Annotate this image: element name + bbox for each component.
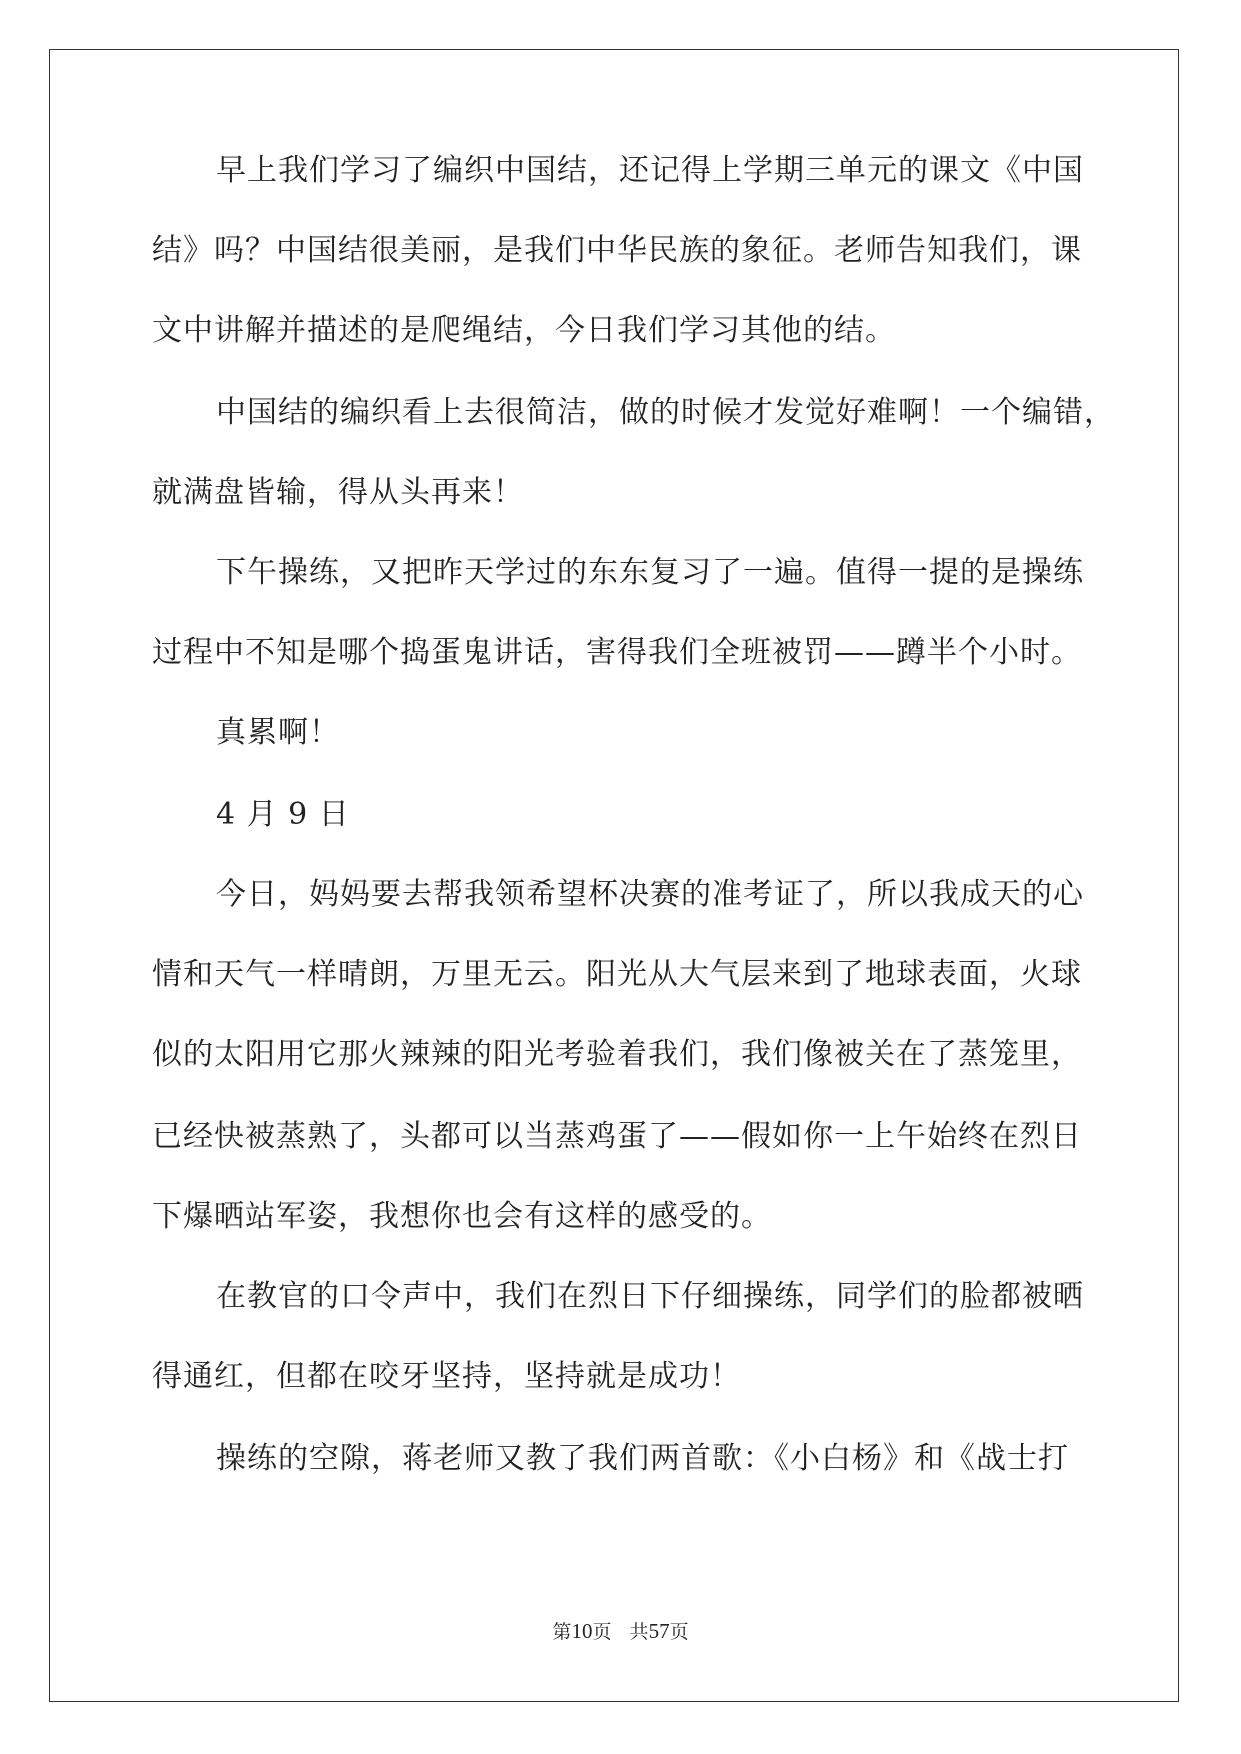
text-line: 真累啊！ bbox=[216, 715, 340, 750]
footer-suffix: 页 bbox=[669, 1621, 689, 1643]
total-page-count: 57 bbox=[648, 1619, 670, 1643]
text-line: 过程中不知是哪个捣蛋鬼讲话，害得我们全班被罚——蹲半个小时。 bbox=[152, 635, 1082, 670]
text-line: 中国结的编织看上去很简洁，做的时候才发觉好难啊！一个编错， bbox=[216, 395, 1115, 430]
text-line: 下午操练，又把昨天学过的东东复习了一遍。值得一提的是操练 bbox=[216, 555, 1084, 590]
footer-prefix: 第 bbox=[552, 1621, 572, 1643]
text-line: 情和天气一样晴朗，万里无云。阳光从大气层来到了地球表面，火球 bbox=[152, 957, 1082, 992]
text-line: 就满盘皆输，得从头再来！ bbox=[152, 475, 524, 510]
text-line: 下爆晒站军姿，我想你也会有这样的感受的。 bbox=[152, 1199, 772, 1234]
text-line: 早上我们学习了编织中国结，还记得上学期三单元的课文《中国 bbox=[216, 153, 1084, 188]
text-line: 今日，妈妈要去帮我领希望杯决赛的准考证了，所以我成天的心 bbox=[216, 877, 1084, 912]
text-line: 结》吗？中国结很美丽，是我们中华民族的象征。老师告知我们，课 bbox=[152, 233, 1082, 268]
current-page-number: 10 bbox=[571, 1619, 593, 1643]
text-line: 得通红，但都在咬牙坚持，坚持就是成功！ bbox=[152, 1359, 741, 1394]
text-line: 文中讲解并描述的是爬绳结，今日我们学习其他的结。 bbox=[152, 313, 896, 348]
footer-middle: 页 共 bbox=[592, 1621, 649, 1643]
text-line: 已经快被蒸熟了，头都可以当蒸鸡蛋了——假如你一上午始终在烈日 bbox=[152, 1119, 1082, 1154]
text-line: 操练的空隙，蒋老师又教了我们两首歌：《小白杨》和《战士打 bbox=[216, 1441, 1069, 1476]
text-line: 在教官的口令声中，我们在烈日下仔细操练，同学们的脸都被晒 bbox=[216, 1279, 1084, 1314]
date-heading: 4 月 9 日 bbox=[216, 797, 350, 832]
text-line: 似的太阳用它那火辣辣的阳光考验着我们，我们像被关在了蒸笼里， bbox=[152, 1037, 1082, 1072]
page-footer bbox=[0, 1619, 1241, 1644]
